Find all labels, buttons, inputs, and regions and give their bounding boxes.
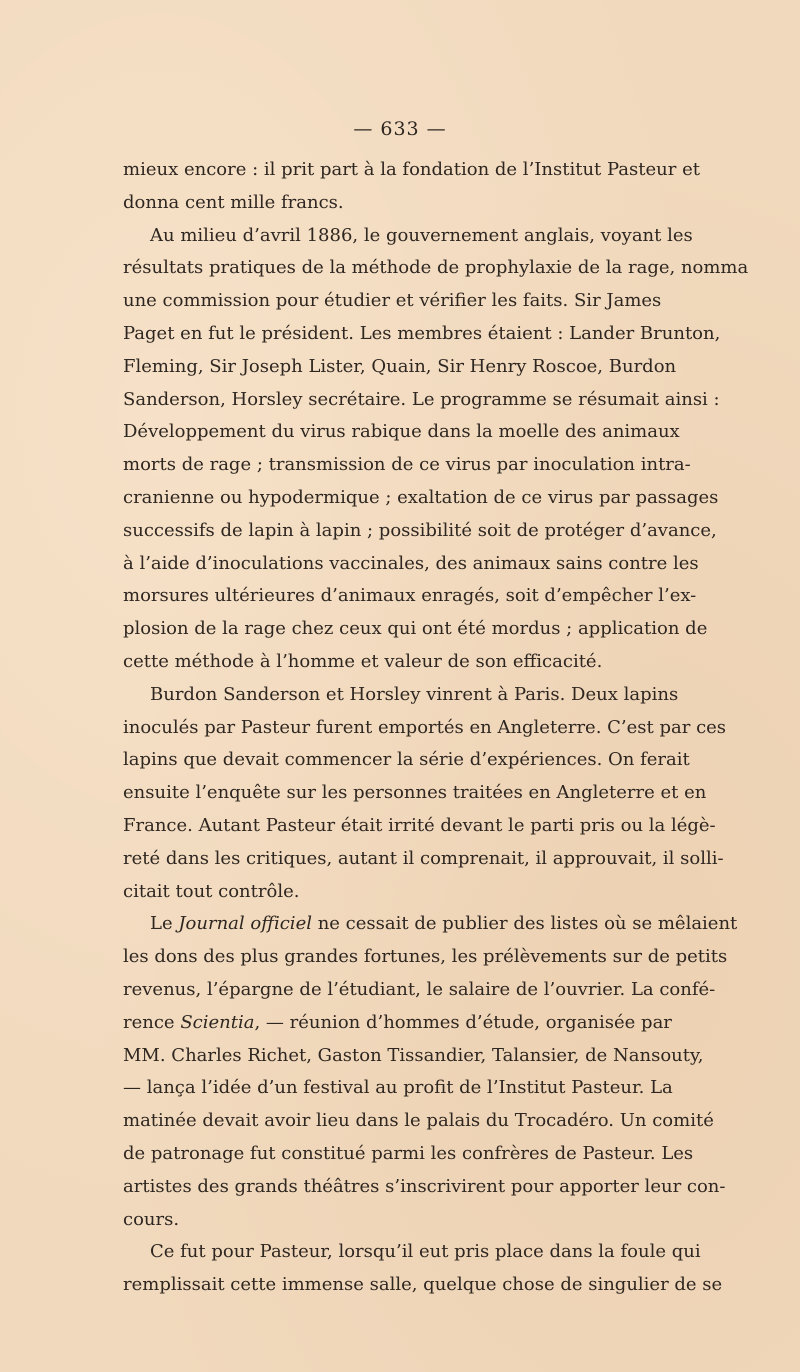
text-line: une commission pour étudier et vérifier les faits. Sir James [123,290,662,312]
text-line: artistes des grands théâtres s’inscrivirent pour apporter leur con- [123,1175,726,1197]
text-line: Développement du virus rabique dans la moelle des animaux [123,421,680,443]
text-line: matinée devait avoir lieu dans le palais du Trocadéro. Un comité [123,1110,714,1132]
text-line-prefix: Le [150,913,179,935]
text-line [123,908,738,941]
page-number: — 633 — [353,118,447,140]
text-line: les dons des plus grandes fortunes, les prélèvements sur de petits [123,946,728,968]
text-line: mieux encore : il prit part à la fondation de l’Institut Pasteur et [123,159,700,180]
text-line: cours. [123,1208,180,1230]
text-line: revenus, l’épargne de l’étudiant, le salaire de l’ouvrier. La confé- [123,978,716,1000]
text-line-rest: , — réunion d’hommes d’étude, organisée par [254,1011,672,1033]
italic-title: Journal officiel [178,913,312,935]
text-line: Paget en fut le président. Les membres étaient : Lander Brunton, [123,322,721,344]
text-line [123,1007,672,1040]
text-line: plosion de la rage chez ceux qui ont été mordus ; application de [123,618,708,640]
text-line: Sanderson, Horsley secrétaire. Le programme se résumait ainsi : [123,388,720,410]
text-line: remplissait cette immense salle, quelque chose de singulier de se [123,1274,723,1296]
text-line: cette méthode à l’homme et valeur de son efficacité. [123,650,603,672]
text-line: successifs de lapin à lapin ; possibilité soit de protéger d’avance, [123,519,717,541]
text-line: cranienne ou hypodermique ; exaltation de ce virus par passages [123,486,719,508]
text-line: à l’aide d’inoculations vaccinales, des animaux sains contre les [123,552,699,574]
text-line: donna cent mille francs. [123,191,344,213]
text-line: morts de rage ; transmission de ce virus par inoculation intra- [123,454,691,476]
italic-title: Scientia [180,1011,255,1033]
text-line: ensuite l’enquête sur les personnes traitées en Angleterre et en [123,782,707,804]
text-line: Au milieu d’avril 1886, le gouvernement anglais, voyant les [150,224,693,246]
text-line: Burdon Sanderson et Horsley vinrent à Paris. Deux lapins [150,683,679,705]
text-line: résultats pratiques de la méthode de prophylaxie de la rage, nomma [123,257,749,279]
text-line: de patronage fut constitué parmi les confrères de Pasteur. Les [123,1142,694,1164]
text-line: lapins que devait commencer la série d’expériences. On ferait [123,749,690,771]
text-line-prefix: rence [123,1011,181,1033]
text-line: — lança l’idée d’un festival au profit de l’Institut Pasteur. La [123,1077,673,1099]
text-line: Fleming, Sir Joseph Lister, Quain, Sir Henry Roscoe, Burdon [123,355,677,377]
text-line: France. Autant Pasteur était irrité devant le parti pris ou la légè- [123,814,716,836]
text-line: citait tout contrôle. [123,880,300,902]
text-line: inoculés par Pasteur furent emportés en Angleterre. C’est par ces [123,716,727,738]
text-line-rest: ne cessait de publier des listes où se mêlaient [311,913,738,935]
text-line: Ce fut pour Pasteur, lorsqu’il eut pris place dans la foule qui [150,1241,701,1263]
text-line: MM. Charles Richet, Gaston Tissandier, Talansier, de Nansouty, [123,1044,704,1066]
body-text [123,154,749,1302]
text-line: morsures ultérieures d’animaux enragés, soit d’empêcher l’ex- [123,585,697,607]
text-line: reté dans les critiques, autant il comprenait, il approuvait, il solli- [123,847,724,869]
